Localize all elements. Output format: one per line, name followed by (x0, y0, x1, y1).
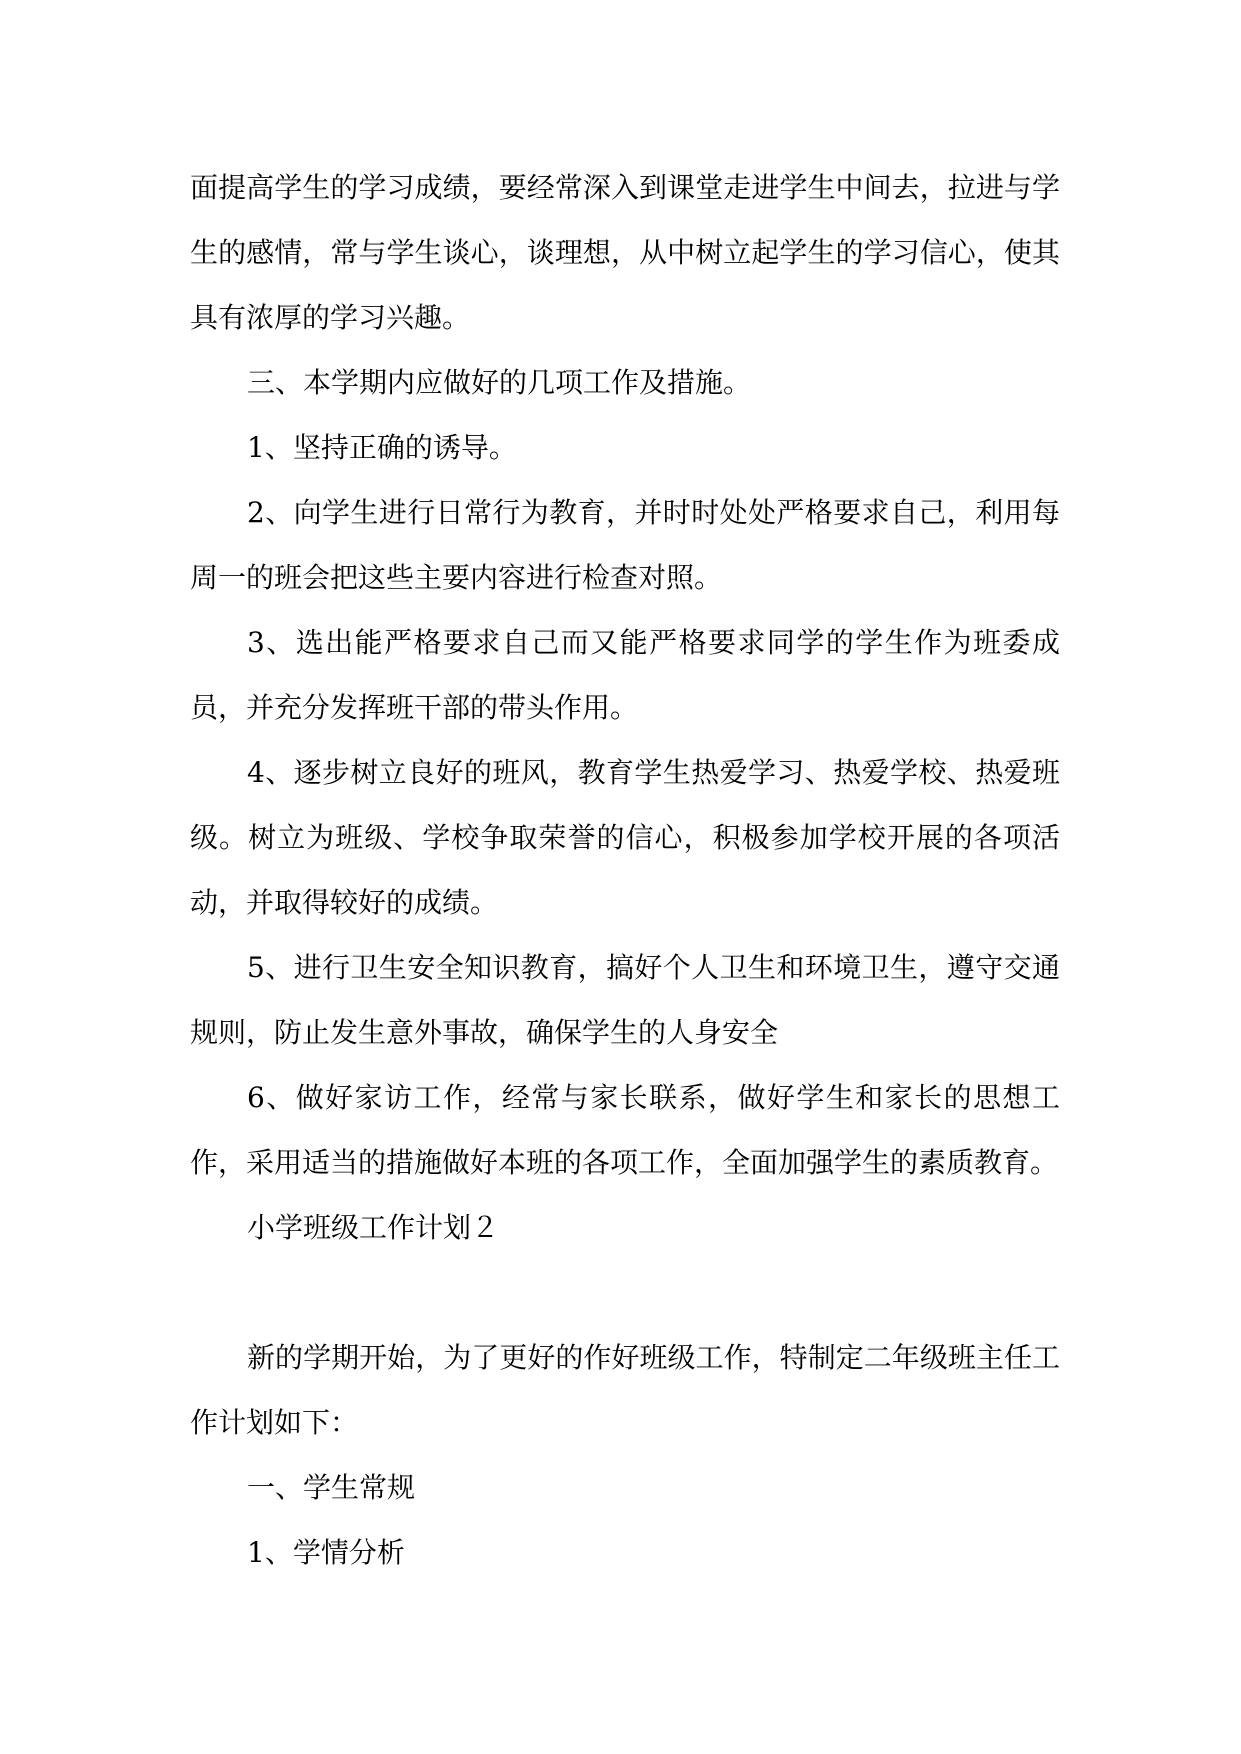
document-body (190, 155, 1060, 1585)
list-item-3: 3、选出能严格要求自己而又能严格要求同学的学生作为班委成员，并充分发挥班干部的带头作用。 (190, 626, 1060, 724)
plan-title-2: 小学班级工作计划２ (247, 1211, 500, 1244)
paragraph-continuation: 面提高学生的学习成绩，要经常深入到课堂走进学生中间去，拉进与学生的感情，常与学生谈心，谈理想，从中树立起学生的学习信心，使其具有浓厚的学习兴趣。 (190, 171, 1060, 334)
list-item-2: 2、向学生进行日常行为教育，并时时处处严格要求自己，利用每周一的班会把这些主要内容进行检查对照。 (190, 496, 1060, 594)
section-heading-one: 一、学生常规 (247, 1471, 416, 1504)
list-item-6: 6、做好家访工作，经常与家长联系，做好学生和家长的思想工作，采用适当的措施做好本班的各项工作，全面加强学生的素质教育。 (190, 1081, 1060, 1179)
subsection-heading-1: 1、学情分析 (247, 1536, 405, 1569)
section-heading-three: 三、本学期内应做好的几项工作及措施。 (247, 366, 752, 399)
intro-paragraph: 新的学期开始，为了更好的作好班级工作，特制定二年级班主任工作计划如下： (190, 1341, 1060, 1439)
blank-line (190, 1260, 1060, 1325)
list-item-1: 1、坚持正确的诱导。 (247, 431, 517, 464)
list-item-5: 5、进行卫生安全知识教育，搞好个人卫生和环境卫生，遵守交通规则，防止发生意外事故，确保学生的人身安全 (190, 951, 1060, 1049)
list-item-4: 4、逐步树立良好的班风，教育学生热爱学习、热爱学校、热爱班级。树立为班级、学校争取荣誉的信心，积极参加学校开展的各项活动，并取得较好的成绩。 (190, 756, 1060, 919)
